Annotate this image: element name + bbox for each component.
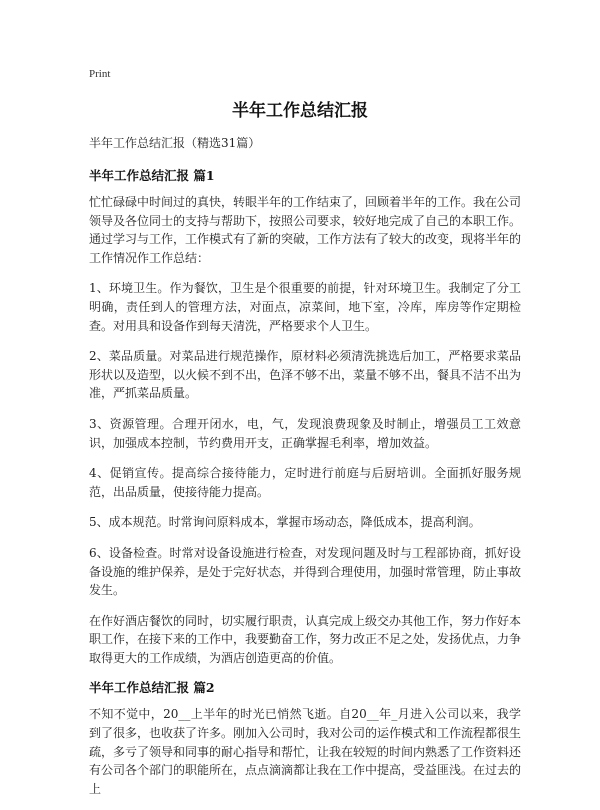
section-heading-2: 半年工作总结汇报 篇2 xyxy=(89,680,215,696)
paragraph: 3、资源管理。合理开闭水，电，气，发现浪费现象及时制止，增强员工工效意识，加强成本控制，节约费用开支，正确掌握毛利率，增加效益。 xyxy=(89,416,521,450)
paragraph: 忙忙碌碌中时间过的真快，转眼半年的工作结束了，回顾着半年的工作。我在公司领导及各位同士的支持与帮助下，按照公司要求，较好地完成了自己的本职工作。通过学习与工作，工作模式有了新的突破，工作方法有了较大的改变，现将半年的工作情况作工作总结： xyxy=(89,195,522,265)
paragraph: 不知不觉中，20__上半年的时光已悄然飞逝。自20__年_月进入公司以来，我学到了很多，也收获了许多。刚加入公司时，我对公司的运作模式和工作流程都很生疏，多亏了领导和同事的耐心指导和帮忙，让我在较短的时间内熟悉了工作资料还有公司各个部门的职能所在，点点滴滴都让我在工作中提高，受益匪浅。在过去的上 xyxy=(89,707,522,796)
paragraph: 2、菜品质量。对菜品进行规范操作，原材料必须清洗挑选后加工，严格要求菜品形状以及造型，以火候不到不出，色泽不够不出，菜量不够不出，餐具不洁不出为准，严抓菜品质量。 xyxy=(89,349,522,401)
document-subtitle: 半年工作总结汇报（精选31篇） xyxy=(89,136,261,150)
paragraph: 1、环境卫生。作为餐饮，卫生是个很重要的前提，针对环境卫生。我制定了分工明确，责任到人的管理方法，对面点，凉菜间，地下室，冷库，库房等作定期检查。对用具和设备作到每天清洗，严格要求个人卫生。 xyxy=(89,281,521,333)
paragraph: 4、促销宣传。提高综合接待能力，定时进行前庭与后厨培训。全面抓好服务规范，出品质量，使接待能力提高。 xyxy=(89,466,521,499)
section-heading-1: 半年工作总结汇报 篇1 xyxy=(89,168,215,183)
print-link[interactable]: Print xyxy=(89,68,111,80)
paragraph: 5、成本规范。时常询问原料成本，掌握市场动态，降低成本，提高利润。 xyxy=(89,515,481,530)
document-body xyxy=(89,134,521,810)
page-title: 半年工作总结汇报 xyxy=(232,101,368,121)
paragraph: 在作好酒店餐饮的同时，切实履行职责，认真完成上级交办其他工作，努力作好本职工作，在接下来的工作中，我要勤奋工作，努力改正不足之处，发扬优点，力争取得更大的工作成绩，为酒店创造更高的价值。 xyxy=(89,613,522,665)
paragraph: 6、设备检查。时常对设备设施进行检查，对发现问题及时与工程部协商，抓好设备设施的维护保养，是处于完好状态，并得到合理使用，加强时常管理，防止事故发生。 xyxy=(89,545,522,598)
